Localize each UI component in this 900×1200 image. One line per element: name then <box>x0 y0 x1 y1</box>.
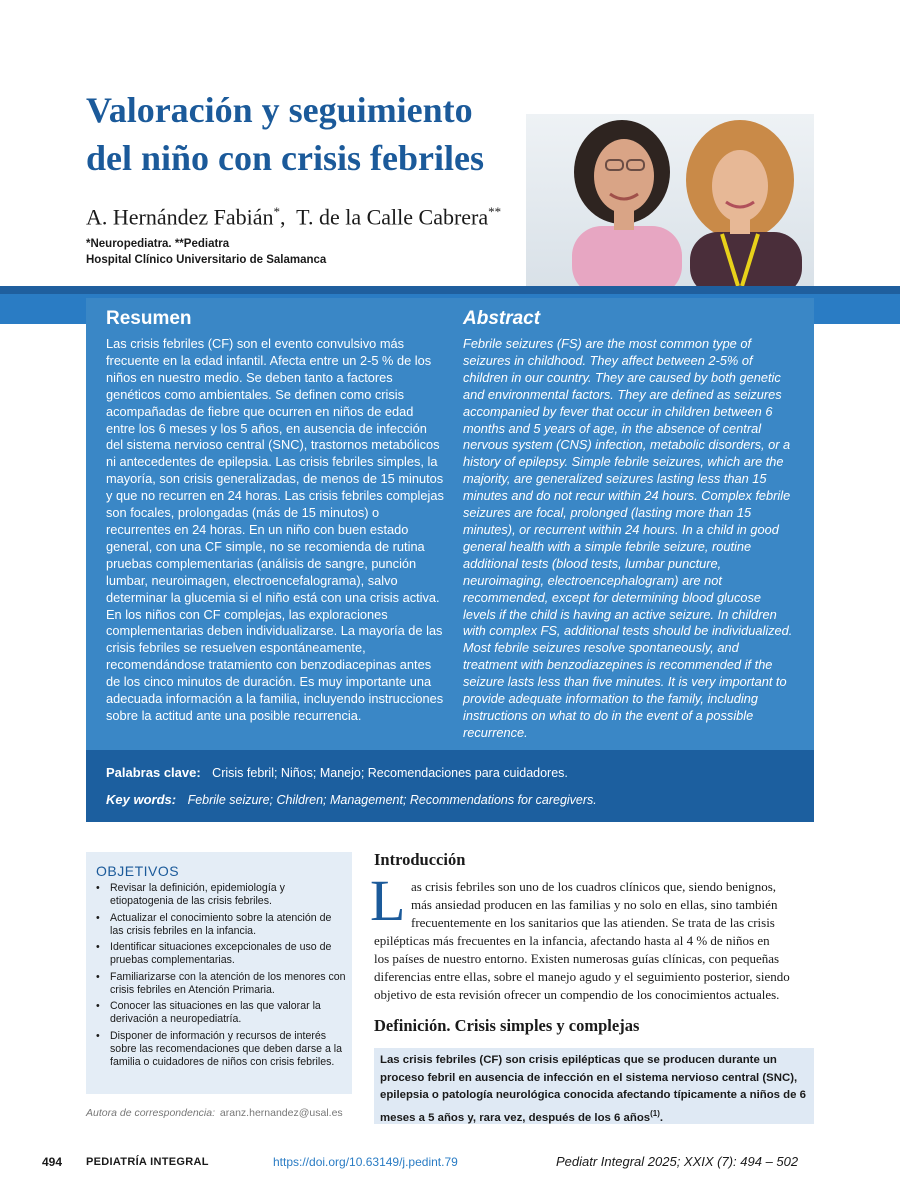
objetivos-list <box>96 882 346 1072</box>
objetivo-item: • Familiarizarse con la atención de los menores con crisis febriles en Atención Primaria. <box>96 971 346 997</box>
keywords-spanish-terms: Crisis febril; Niños; Manejo; Recomendaciones para cuidadores. <box>212 766 568 780</box>
keywords-spanish <box>106 765 568 780</box>
authors-line <box>86 204 501 230</box>
definicion-ref: (1) <box>650 1108 660 1118</box>
author-1-mark: * <box>273 204 281 219</box>
introduccion-line: más ansiedad producen en las familias y no solo en ellas, sino también <box>411 897 778 912</box>
abstract-heading: Abstract <box>463 308 541 329</box>
objetivo-item: • Disponer de información y recursos de interés sobre las recomendaciones que deben darse a la familia o cuidadores de niños con crisis febriles. <box>96 1030 346 1069</box>
affiliation-line-2: Hospital Clínico Universitario de Salamanca <box>86 254 327 266</box>
introduccion-line: diferencias entre ellas, sobre el manejo agudo y el seguimiento posterior, siendo <box>374 969 790 984</box>
objetivo-item: • Actualizar el conocimiento sobre la atención de las crisis febriles en la infancia. <box>96 912 346 938</box>
definicion-heading: Definición. Crisis simples y complejas <box>374 1016 640 1035</box>
introduccion-line: objetivo de esta revisión ofrecer un compendio de los conocimientos actuales. <box>374 987 780 1002</box>
keywords-panel <box>86 750 814 822</box>
affiliation <box>86 236 326 268</box>
objetivo-item: • Conocer las situaciones en las que valorar la derivación a neuropediatría. <box>96 1000 346 1026</box>
keywords-english-terms: Febrile seizure; Children; Management; Recommendations for caregivers. <box>187 793 597 807</box>
journal-name: PEDIATRÍA INTEGRAL <box>86 1156 209 1168</box>
definicion-text: Las crisis febriles (CF) son crisis epilépticas que se producen durante un proceso febril en ausencia de infección en el sistema nervioso central (SNC), epilepsia o patología neurológica conocida afectando típicamente a niños de 6 meses a 5 años y, rara vez, después de los 6 años <box>380 1054 806 1124</box>
header-band-stripe <box>0 286 900 294</box>
title-line-1: Valoración y seguimiento <box>86 90 473 130</box>
author-1: A. Hernández Fabián <box>86 204 274 230</box>
introduccion-line: frecuentemente en los sanitarios que las atienden. Se trata de las crisis <box>411 915 775 930</box>
article-title <box>86 86 536 182</box>
introduccion-line: los países de nuestro entorno. Existen numerosas guías clínicas, con pequeñas <box>374 951 780 966</box>
correspondence-label: Autora de correspondencia: <box>86 1107 215 1119</box>
objetivos-heading: OBJETIVOS <box>96 863 180 879</box>
abstract-text: Febrile seizures (FS) are the most common type of seizures in childhood. They affect between 2-5% of children in our country. They are caused by both genetic and environmental factors. They are defined as seizures accompanied by fever that occur in children between 6 months and 5 years of age, in the absence of central nervous system (CNS) infection, metabolic disorders, or a history of epilepsy. Simple febrile seizures, which are the majority, are generalized seizures lasting less than 15 minutes and do not recur within 24 hours. Complex febrile seizures are focal, prolonged (lasting more than 15 minutes), or recurrent within 24 hours. In a child in good general health with a simple febrile seizure, routine additional tests (blood tests, lumbar puncture, neuroimaging, electroencephalogram) are not recommended, except for determining blood glucose levels if the child is having an active seizure. In children with complex FS, additional tests should be individualized. Most febrile seizures resolve spontaneously, and treatment with benzodiazepines is recommended if the seizure lasts less than five minutes. It is very important to provide adequate information to the family, including instructions on what to do in the event of a possible recurrence. <box>463 336 793 740</box>
introduccion-line: as crisis febriles son uno de los cuadros clínicos que, siendo benignos, <box>411 879 777 894</box>
resumen-text: Las crisis febriles (CF) son el evento convulsivo más frecuente en la edad infantil. Afecta entre un 2-5 % de los niños en nuestro medio. Se deben tanto a factores genéticos como ambientales. Se definen como crisis acompañadas de fiebre que ocurren en niños de edad entre los 6 meses y los 5 años, en ausencia de infección del sistema nervioso central (SNC), trastornos metabólicos ni antecedentes de epilepsia. Las crisis febriles simples, la mayoría, son crisis generalizadas, de menos de 15 minutos y que no recurren en 24 horas. Las crisis febriles complejas son focales, prolongadas (más de 15 minutos) o recurrentes en 24 horas. En un niño con buen estado general, con una CF simple, no se recomienda de rutina pruebas complementarias (análisis de sangre, punción lumbar, neuroimagen, electroencefalograma), salvo determinar la glucemia si el niño está con una crisis activa. En los niños con CF complejas, las exploraciones complementarias deben individualizarse. La mayoría de las crisis febriles se resuelven espontáneamente, recomendándose tratamiento con benzodiacepinas antes de los cinco minutos de duración. Es muy importante una adecuada información a la familia, incluyendo instrucciones sobre la actitud ante una posible recurrencia. <box>106 336 444 723</box>
page-number: 494 <box>42 1155 63 1169</box>
definicion-highlight-text <box>380 1052 812 1127</box>
title-line-2: del niño con crisis febriles <box>86 138 484 178</box>
objetivo-item: • Revisar la definición, epidemiología y etiopatogenia de las crisis febriles. <box>96 882 346 908</box>
keywords-english-label: Key words: <box>106 792 177 807</box>
correspondence <box>86 1107 343 1119</box>
keywords-spanish-label: Palabras clave: <box>106 765 201 780</box>
introduccion-dropcap: L <box>370 868 406 933</box>
introduccion-line: epilépticas más frecuentes en la infancia, afectando hasta al 4 % de niños en <box>374 933 770 948</box>
objetivo-item: • Identificar situaciones excepcionales de uso de pruebas complementarias. <box>96 941 346 967</box>
introduccion-heading: Introducción <box>374 850 466 869</box>
authors-photo <box>526 114 814 286</box>
author-2: T. de la Calle Cabrera <box>296 204 489 230</box>
resumen-heading: Resumen <box>106 308 192 329</box>
affiliation-line-1: *Neuropediatra. **Pediatra <box>86 238 230 250</box>
author-2-mark: ** <box>488 204 502 219</box>
correspondence-email[interactable]: aranz.hernandez@usal.es <box>219 1107 343 1119</box>
keywords-english <box>106 792 597 807</box>
definicion-end: . <box>659 1111 664 1124</box>
author-separator: , <box>280 204 297 230</box>
doi-link[interactable]: https://doi.org/10.63149/j.pedint.79 <box>273 1155 458 1169</box>
authors-photo-image <box>526 114 814 286</box>
journal-citation: Pediatr Integral 2025; XXIX (7): 494 – 502 <box>556 1154 799 1169</box>
